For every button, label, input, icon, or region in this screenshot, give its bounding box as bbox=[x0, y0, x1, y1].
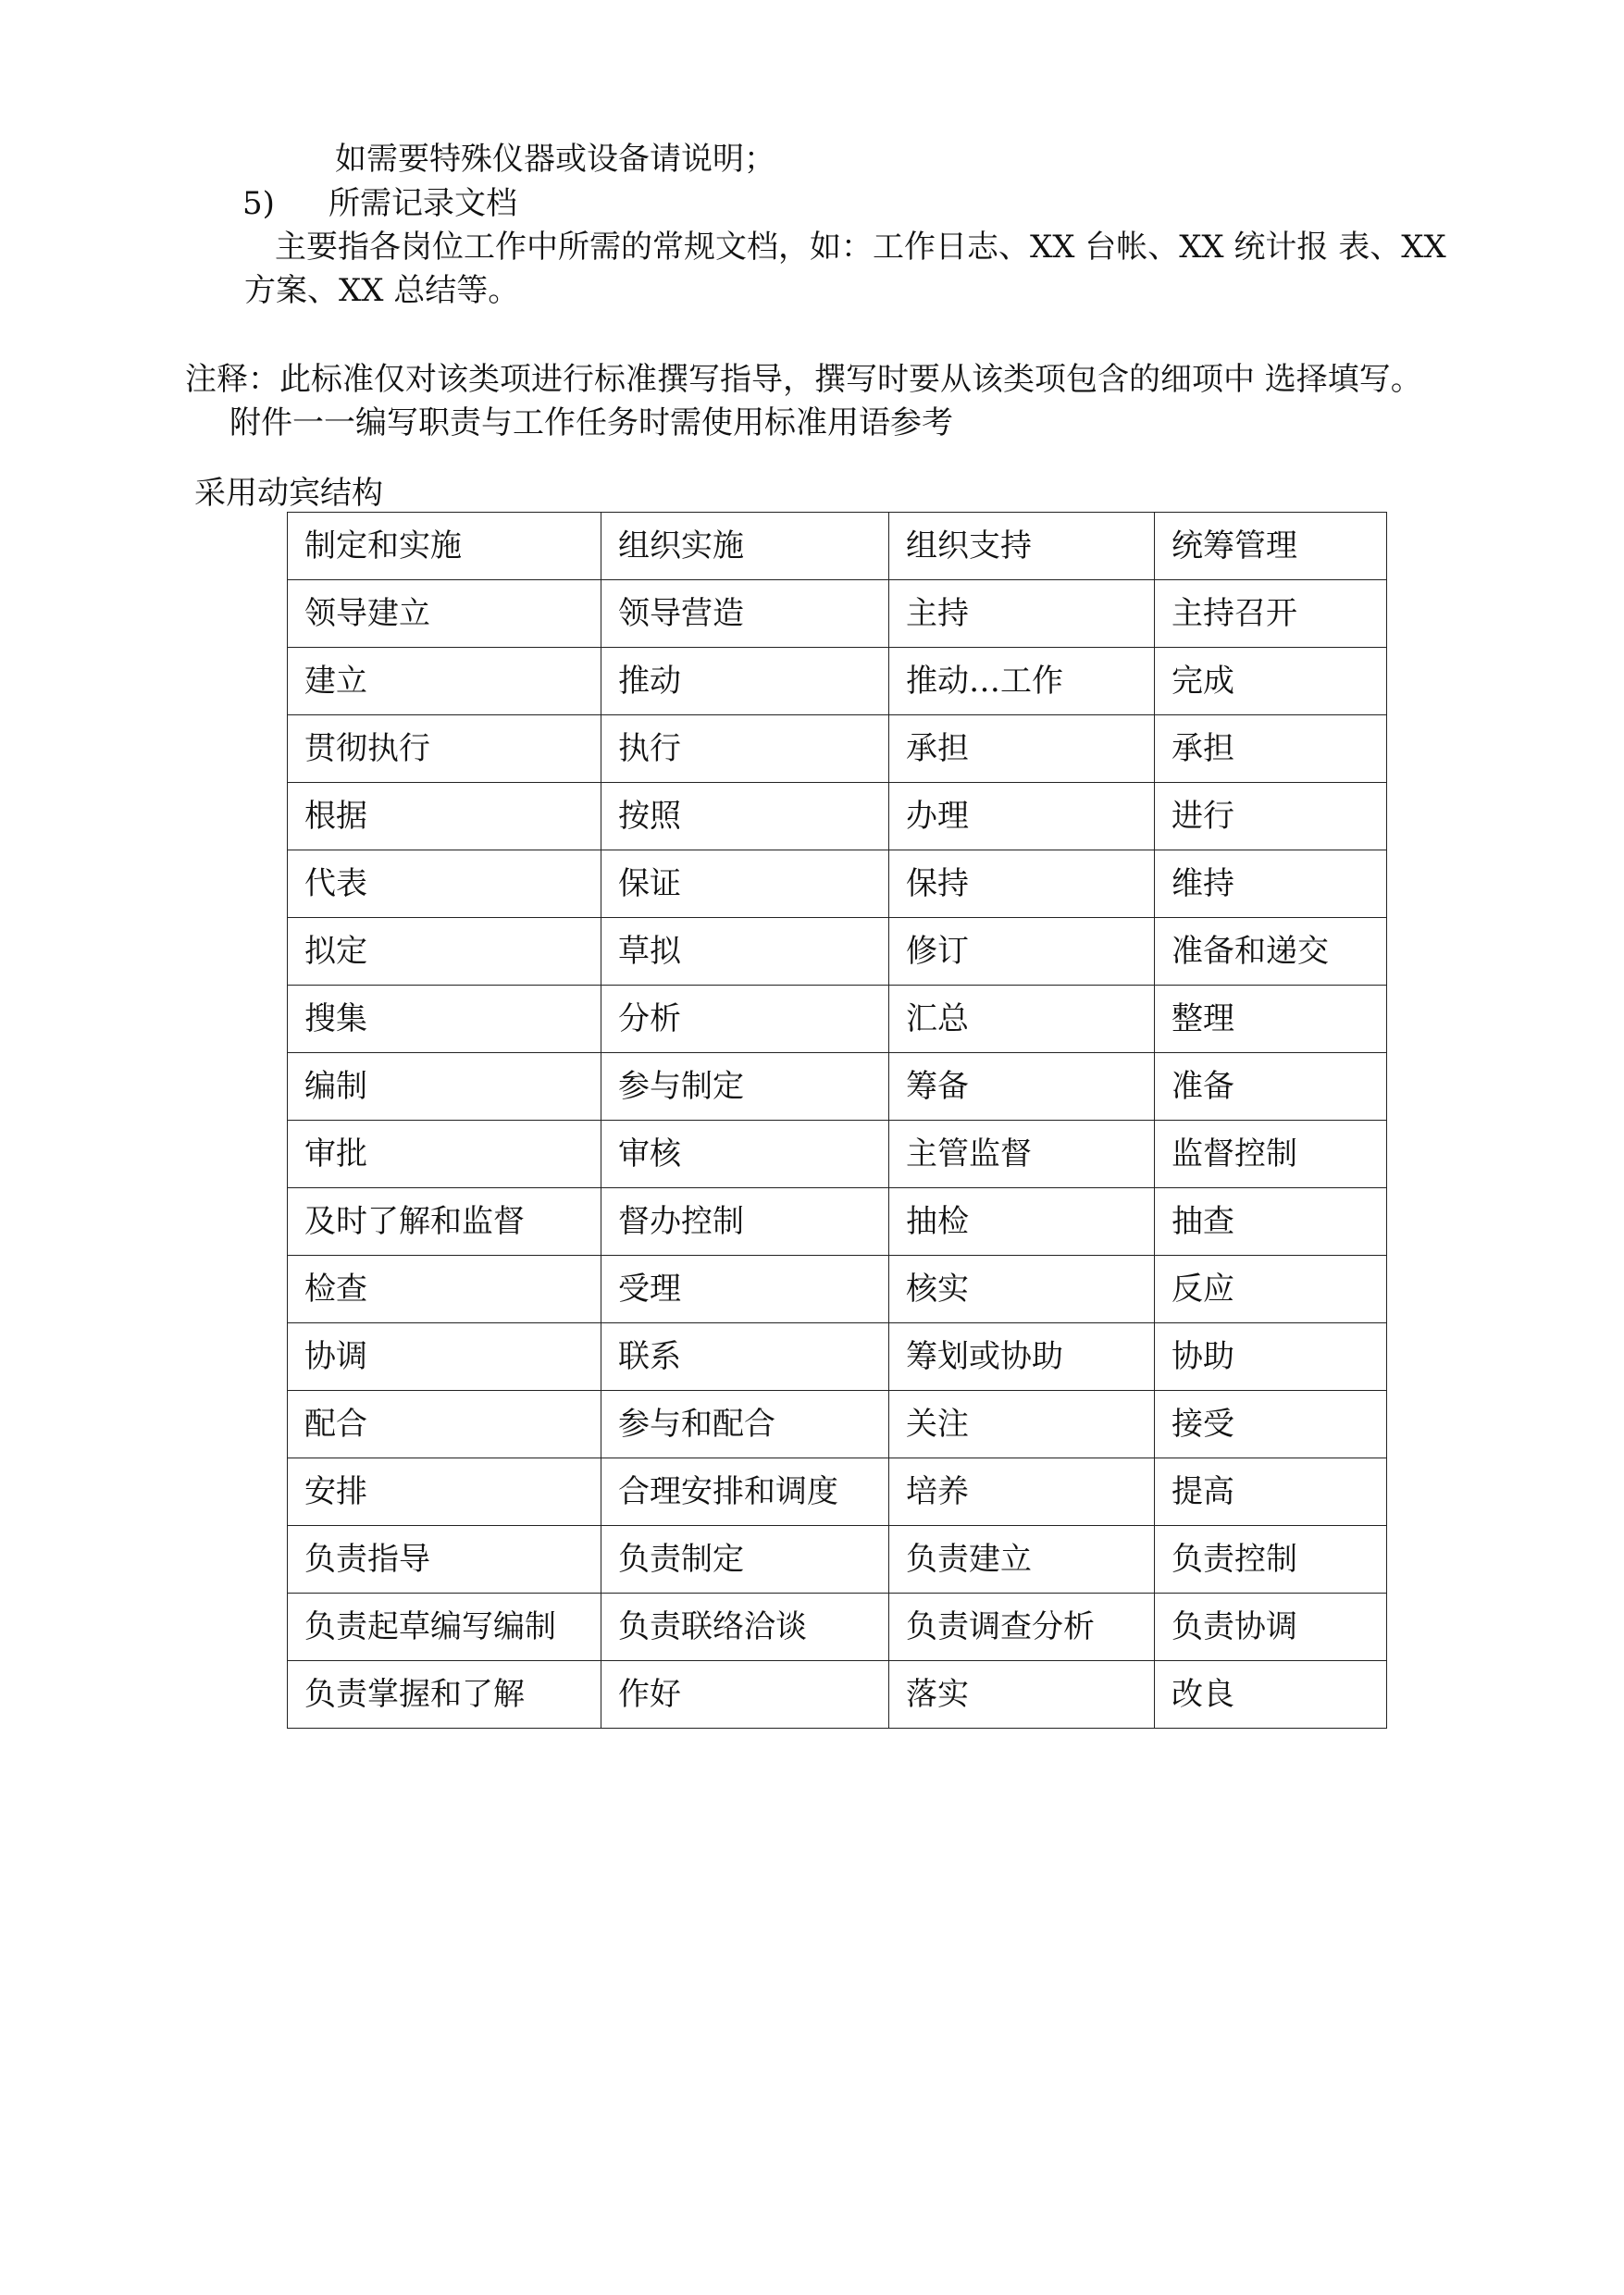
table-cell: 负责掌握和了解 bbox=[288, 1661, 601, 1729]
table-cell: 办理 bbox=[889, 783, 1155, 850]
table-cell: 负责建立 bbox=[889, 1526, 1155, 1594]
table-cell: 进行 bbox=[1155, 783, 1387, 850]
standard-terms-table bbox=[287, 512, 1387, 1729]
table-cell: 负责联络洽谈 bbox=[601, 1594, 889, 1661]
table-cell: 落实 bbox=[889, 1661, 1155, 1729]
table-cell: 修订 bbox=[889, 918, 1155, 986]
table-cell: 维持 bbox=[1155, 850, 1387, 918]
table-cell: 编制 bbox=[288, 1053, 601, 1121]
table-cell: 保持 bbox=[889, 850, 1155, 918]
table-cell: 代表 bbox=[288, 850, 601, 918]
table-caption: 采用动宾结构 bbox=[194, 475, 383, 512]
table-cell: 受理 bbox=[601, 1256, 889, 1323]
item-5-number: 5) bbox=[242, 185, 275, 222]
table-cell: 配合 bbox=[288, 1391, 601, 1458]
table-cell: 负责调查分析 bbox=[889, 1594, 1155, 1661]
terms-table-body bbox=[288, 513, 1387, 1729]
table-row bbox=[288, 580, 1387, 648]
table-cell: 组织实施 bbox=[601, 513, 889, 580]
table-cell: 主管监督 bbox=[889, 1121, 1155, 1188]
table-cell: 统筹管理 bbox=[1155, 513, 1387, 580]
table-cell: 整理 bbox=[1155, 986, 1387, 1053]
table-row bbox=[288, 1053, 1387, 1121]
table-cell: 保证 bbox=[601, 850, 889, 918]
table-cell: 审批 bbox=[288, 1121, 601, 1188]
table-row bbox=[288, 986, 1387, 1053]
table-cell: 联系 bbox=[601, 1323, 889, 1391]
table-cell: 分析 bbox=[601, 986, 889, 1053]
table-cell: 负责协调 bbox=[1155, 1594, 1387, 1661]
table-cell: 审核 bbox=[601, 1121, 889, 1188]
table-cell: 合理安排和调度 bbox=[601, 1458, 889, 1526]
table-cell: 监督控制 bbox=[1155, 1121, 1387, 1188]
table-cell: 安排 bbox=[288, 1458, 601, 1526]
table-cell: 检查 bbox=[288, 1256, 601, 1323]
table-row bbox=[288, 648, 1387, 715]
table-cell: 反应 bbox=[1155, 1256, 1387, 1323]
table-cell: 负责制定 bbox=[601, 1526, 889, 1594]
table-cell: 督办控制 bbox=[601, 1188, 889, 1256]
table-cell: 建立 bbox=[288, 648, 601, 715]
table-cell: 协助 bbox=[1155, 1323, 1387, 1391]
appendix-title: 附件一一编写职责与工作任务时需使用标准用语参考 bbox=[229, 404, 953, 441]
table-row bbox=[288, 1526, 1387, 1594]
table-cell: 搜集 bbox=[288, 986, 601, 1053]
table-cell: 及时了解和监督 bbox=[288, 1188, 601, 1256]
table-cell: 主持 bbox=[889, 580, 1155, 648]
table-cell: 参与和配合 bbox=[601, 1391, 889, 1458]
table-cell: 主持召开 bbox=[1155, 580, 1387, 648]
table-cell: 准备 bbox=[1155, 1053, 1387, 1121]
table-row bbox=[288, 1188, 1387, 1256]
note-paragraph: 注释：此标准仅对该类项进行标准撰写指导，撰写时要从该类项包含的细项中 选择填写。 bbox=[185, 361, 1422, 398]
table-row bbox=[288, 1458, 1387, 1526]
table-cell: 领导建立 bbox=[288, 580, 601, 648]
table-cell: 推动…工作 bbox=[889, 648, 1155, 715]
table-row bbox=[288, 1661, 1387, 1729]
table-cell: 抽查 bbox=[1155, 1188, 1387, 1256]
table-cell: 负责指导 bbox=[288, 1526, 601, 1594]
table-cell: 按照 bbox=[601, 783, 889, 850]
table-cell: 承担 bbox=[889, 715, 1155, 783]
table-row bbox=[288, 513, 1387, 580]
table-cell: 汇总 bbox=[889, 986, 1155, 1053]
item-5-heading: 所需记录文档 bbox=[329, 185, 517, 222]
table-cell: 草拟 bbox=[601, 918, 889, 986]
table-cell: 拟定 bbox=[288, 918, 601, 986]
documents-description-line-1: 主要指各岗位工作中所需的常规文档，如：工作日志、XX 台帐、XX 统计报 表、XX bbox=[275, 229, 1446, 266]
special-equipment-line: 如需要特殊仪器或设备请说明； bbox=[335, 141, 775, 178]
table-cell: 制定和实施 bbox=[288, 513, 601, 580]
table-cell: 推动 bbox=[601, 648, 889, 715]
table-row bbox=[288, 1323, 1387, 1391]
table-cell: 筹备 bbox=[889, 1053, 1155, 1121]
table-cell: 接受 bbox=[1155, 1391, 1387, 1458]
table-row bbox=[288, 850, 1387, 918]
table-cell: 负责起草编写编制 bbox=[288, 1594, 601, 1661]
table-row bbox=[288, 783, 1387, 850]
table-cell: 改良 bbox=[1155, 1661, 1387, 1729]
table-cell: 关注 bbox=[889, 1391, 1155, 1458]
table-cell: 培养 bbox=[889, 1458, 1155, 1526]
table-cell: 抽检 bbox=[889, 1188, 1155, 1256]
table-cell: 组织支持 bbox=[889, 513, 1155, 580]
table-cell: 作好 bbox=[601, 1661, 889, 1729]
table-cell: 准备和递交 bbox=[1155, 918, 1387, 986]
table-cell: 参与制定 bbox=[601, 1053, 889, 1121]
table-cell: 承担 bbox=[1155, 715, 1387, 783]
table-cell: 协调 bbox=[288, 1323, 601, 1391]
table-cell: 提高 bbox=[1155, 1458, 1387, 1526]
table-cell: 贯彻执行 bbox=[288, 715, 601, 783]
table-cell: 执行 bbox=[601, 715, 889, 783]
table-cell: 负责控制 bbox=[1155, 1526, 1387, 1594]
table-cell: 根据 bbox=[288, 783, 601, 850]
table-row bbox=[288, 1121, 1387, 1188]
table-cell: 核实 bbox=[889, 1256, 1155, 1323]
table-cell: 筹划或协助 bbox=[889, 1323, 1155, 1391]
table-row bbox=[288, 1594, 1387, 1661]
table-cell: 领导营造 bbox=[601, 580, 889, 648]
table-cell: 完成 bbox=[1155, 648, 1387, 715]
documents-description-line-2: 方案、XX 总结等。 bbox=[244, 272, 520, 309]
table-row bbox=[288, 1391, 1387, 1458]
table-row bbox=[288, 715, 1387, 783]
table-row bbox=[288, 1256, 1387, 1323]
table-row bbox=[288, 918, 1387, 986]
